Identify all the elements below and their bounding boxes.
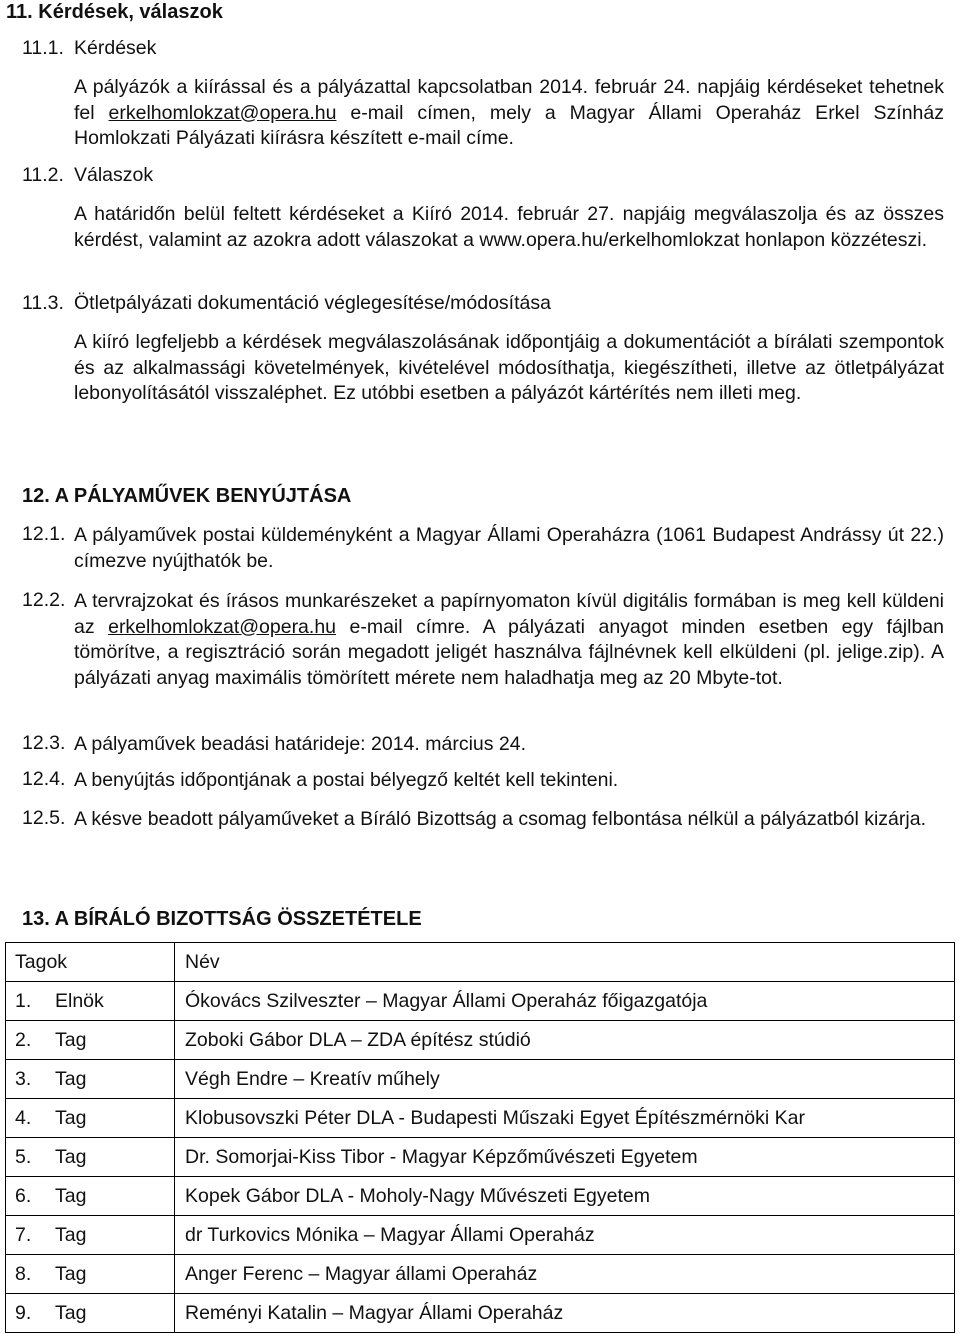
item-12-2-text-a: A tervrajzokat és írásos munkarészeket a papírnyomaton kívül digitális formában is meg kell küldeni az xyxy=(74,590,944,638)
row-number: 1. xyxy=(15,989,32,1012)
row-number: 3. xyxy=(15,1067,32,1090)
table-row xyxy=(6,1060,955,1099)
row-number: 5. xyxy=(15,1145,32,1168)
member-cell xyxy=(6,1294,175,1333)
row-name: Kopek Gábor DLA - Moholy-Nagy Művészeti Egyetem xyxy=(175,1177,955,1216)
header-members: Tagok xyxy=(6,943,175,982)
member-cell xyxy=(6,1099,175,1138)
member-cell xyxy=(6,1216,175,1255)
sub-11-2-text: A határidőn belül feltett kérdéseket a Kiíró 2014. február 27. napjáig megválaszolja és az összes kérdést, valamint az azokra adott válaszokat a www.opera.hu/erkelhomlokzat honlapon közzéteszi. xyxy=(74,203,944,251)
member-cell xyxy=(6,1060,175,1099)
section-12-heading: 12. A PÁLYAMŰVEK BENYÚJTÁSA xyxy=(22,485,352,507)
row-name: Anger Ferenc – Magyar állami Operaház xyxy=(175,1255,955,1294)
item-12-1-number: 12.1. xyxy=(22,523,66,545)
table-row xyxy=(6,1294,955,1333)
section-11-heading: 11. Kérdések, válaszok xyxy=(6,1,223,23)
table-row xyxy=(6,1099,955,1138)
email-link-2[interactable]: erkelhomlokzat@opera.hu xyxy=(108,615,337,638)
row-role: Tag xyxy=(55,1223,87,1246)
row-name: dr Turkovics Mónika – Magyar Állami Operaház xyxy=(175,1216,955,1255)
table-row xyxy=(6,1177,955,1216)
row-role: Tag xyxy=(55,1301,87,1324)
sub-11-1-text-b: e-mail címen, mely a Magyar Állami Operaház Erkel Színház Homlokzati Pályázati kiírásra készített e-mail címe. xyxy=(74,101,944,150)
item-12-4-number: 12.4. xyxy=(22,768,66,790)
sub-11-3-title: Ötletpályázati dokumentáció véglegesítése/módosítása xyxy=(74,292,551,314)
table-row xyxy=(6,1255,955,1294)
row-role: Tag xyxy=(55,1028,87,1051)
table-header-row xyxy=(6,943,955,982)
member-cell xyxy=(6,1138,175,1177)
item-12-2-paragraph xyxy=(74,589,944,691)
row-name: Végh Endre – Kreatív műhely xyxy=(175,1060,955,1099)
table-row xyxy=(6,982,955,1021)
header-name: Név xyxy=(175,943,955,982)
member-cell xyxy=(6,1255,175,1294)
section-13-heading: 13. A BÍRÁLÓ BIZOTTSÁG ÖSSZETÉTELE xyxy=(22,908,422,930)
row-name: Zoboki Gábor DLA – ZDA építész stúdió xyxy=(175,1021,955,1060)
row-name: Reményi Katalin – Magyar Állami Operaház xyxy=(175,1294,955,1333)
committee-table xyxy=(5,942,955,1333)
row-role: Elnök xyxy=(55,989,104,1012)
item-12-4-text: A benyújtás időpontjának a postai bélyegző keltét kell tekinteni. xyxy=(74,769,619,791)
sub-11-3-number: 11.3. xyxy=(22,292,64,314)
item-12-5-text: A késve beadott pályaműveket a Bíráló Bizottság a csomag felbontása nélkül a pályázatból kizárja. xyxy=(74,808,926,830)
row-number: 4. xyxy=(15,1106,32,1129)
row-name: Klobusovszki Péter DLA - Budapesti Műszaki Egyet Építészmérnöki Kar xyxy=(175,1099,955,1138)
sub-11-1-number: 11.1. xyxy=(22,37,64,59)
sub-11-2-number: 11.2. xyxy=(22,164,64,186)
sub-11-1-title: Kérdések xyxy=(74,37,157,59)
item-12-3-text: A pályaművek beadási határideje: 2014. március 24. xyxy=(74,733,527,755)
table-row xyxy=(6,1021,955,1060)
item-12-1-text: A pályaművek postai küldeményként a Magyar Állami Operaházra (1061 Budapest Andrássy út 22.) címezve nyújthatók be. xyxy=(74,524,944,572)
sub-11-1-paragraph xyxy=(74,75,944,152)
row-role: Tag xyxy=(55,1106,87,1129)
sub-11-1-text-a: A pályázók a kiírással és a pályázattal kapcsolatban 2014. február 24. napjáig kérdéseket tehetnek fel xyxy=(74,76,944,124)
row-number: 2. xyxy=(15,1028,32,1051)
item-12-5-number: 12.5. xyxy=(22,807,66,829)
row-name: Ókovács Szilveszter – Magyar Állami Operaház főigazgatója xyxy=(175,982,955,1021)
sub-11-3-text: A kiíró legfeljebb a kérdések megválaszolásának időpontjáig a dokumentációt a bírálati szempontok és az alkalmassági követelmények, kivételével módosíthatja, kiegészítheti, illetve az ötletpályázat lebonyolításától visszaléphet. Ez utóbbi esetben a pályázót kártérítés nem illeti meg. xyxy=(74,331,944,405)
sub-11-2-title: Válaszok xyxy=(74,164,154,186)
row-role: Tag xyxy=(55,1145,87,1168)
email-link[interactable]: erkelhomlokzat@opera.hu xyxy=(108,101,337,124)
table-row xyxy=(6,1138,955,1177)
row-role: Tag xyxy=(55,1262,87,1285)
row-name: Dr. Somorjai-Kiss Tibor - Magyar Képzőművészeti Egyetem xyxy=(175,1138,955,1177)
row-number: 7. xyxy=(15,1223,32,1246)
member-cell xyxy=(6,982,175,1021)
row-number: 8. xyxy=(15,1262,32,1285)
row-role: Tag xyxy=(55,1067,87,1090)
row-number: 9. xyxy=(15,1301,32,1324)
row-number: 6. xyxy=(15,1184,32,1207)
table-row xyxy=(6,1216,955,1255)
member-cell xyxy=(6,1177,175,1216)
item-12-3-number: 12.3. xyxy=(22,732,66,754)
member-cell xyxy=(6,1021,175,1060)
item-12-2-text-b: e-mail címre. A pályázati anyagot minden esetben egy fájlban tömörítve, a regisztráció során megadott jeligét használva fájlnévnek kell elküldeni (pl. jelige.zip). A pályázati anyag maximális tömörített mérete nem haladhatja meg az 20 Mbyte-tot. xyxy=(74,615,945,689)
item-12-2-number: 12.2. xyxy=(22,589,66,611)
row-role: Tag xyxy=(55,1184,87,1207)
